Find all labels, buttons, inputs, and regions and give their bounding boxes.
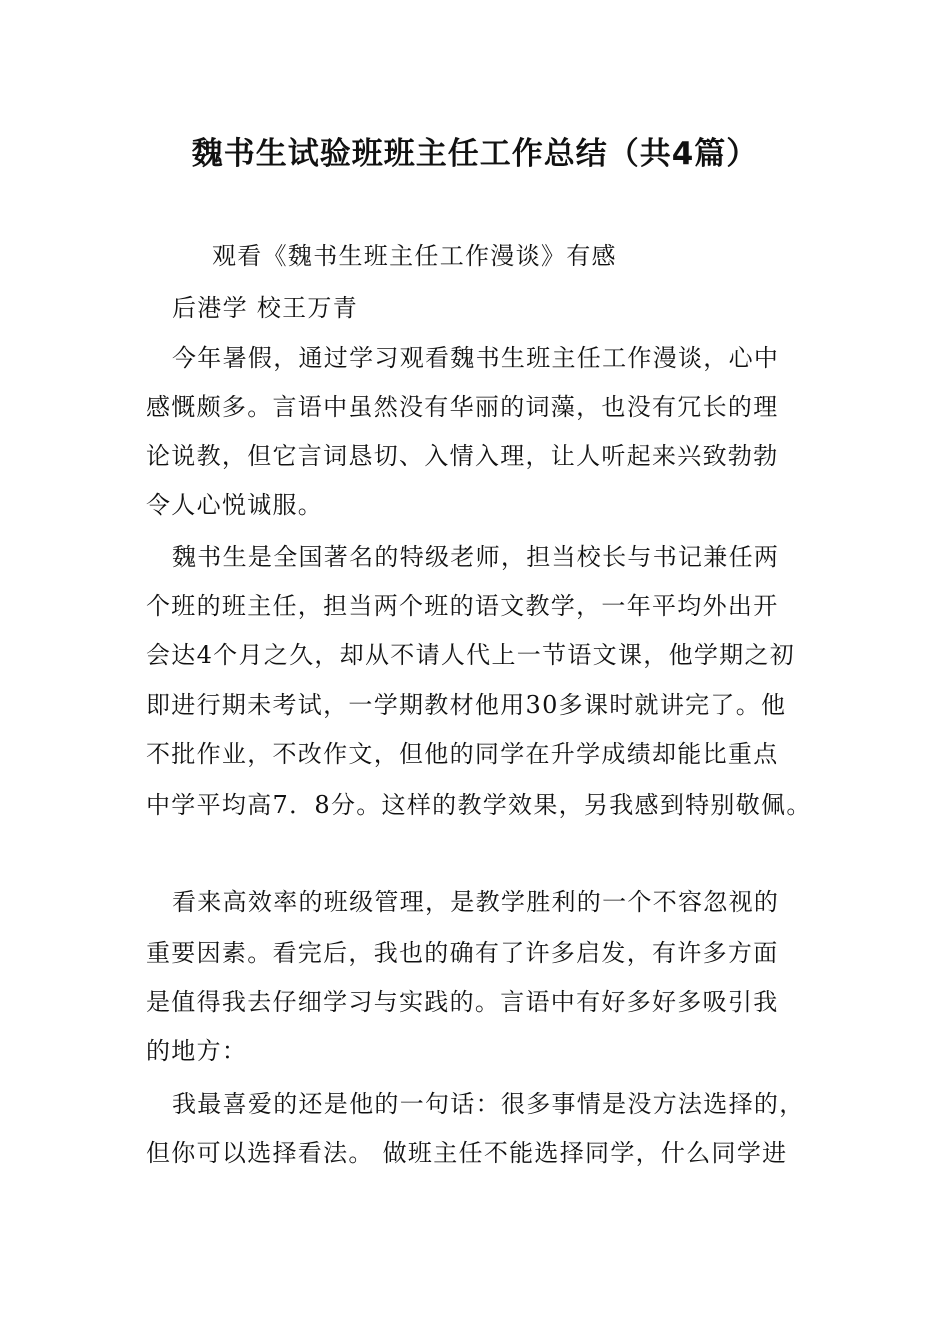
text-line: 看来高效率的班级管理，是教学胜利的一个不容忽视的 — [172, 888, 780, 916]
text-line: 是值得我去仔细学习与实践的。言语中有好多好多吸引我 — [146, 988, 779, 1016]
text-line: 论说教，但它言词恳切、入情入理，让人听起来兴致勃勃 — [146, 442, 779, 470]
text-line: 今年暑假，通过学习观看魏书生班主任工作漫谈，心中 — [172, 344, 780, 372]
text-line: 魏书生是全国著名的特级老师，担当校长与书记兼任两 — [172, 543, 780, 571]
text-line: 会达4个月之久，却从不请人代上一节语文课，他学期之初 — [146, 641, 796, 669]
text-line: 令人心悦诚服。 — [146, 491, 324, 519]
text-line: 中学平均高7．8分。这样的教学效果，另我感到特别敬佩。 — [146, 791, 812, 819]
text-line: 即进行期未考试，一学期教材他用30多课时就讲完了。他 — [146, 691, 787, 719]
text-line: 但你可以选择看法。 做班主任不能选择同学，什么同学进 — [146, 1139, 788, 1167]
author-line: 后港学 校王万青 — [172, 294, 359, 322]
text-line: 个班的班主任，担当两个班的语文教学，一年平均外出开 — [146, 592, 779, 620]
text-line: 不批作业，不改作文，但他的同学在升学成绩却能比重点 — [146, 740, 779, 768]
document-title: 魏书生试验班班主任工作总结（共4篇） — [191, 136, 759, 172]
text-line: 我最喜爱的还是他的一句话：很多事情是没方法选择的， — [172, 1090, 805, 1118]
text-line: 重要因素。看完后，我也的确有了许多启发，有许多方面 — [146, 939, 779, 967]
text-line: 的地方： — [146, 1037, 248, 1065]
text-line: 感慨颇多。言语中虽然没有华丽的词藻，也没有冗长的理 — [146, 393, 779, 421]
subtitle: 观看《魏书生班主任工作漫谈》有感 — [212, 242, 617, 270]
